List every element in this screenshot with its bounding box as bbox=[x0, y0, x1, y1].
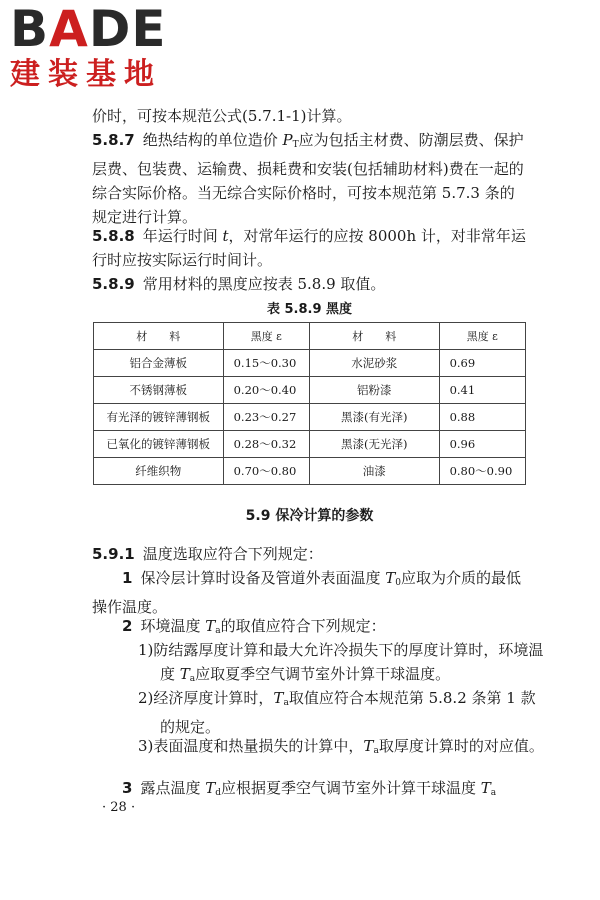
logo-letter-b: B bbox=[10, 0, 50, 58]
table-cell: 0.70～0.80 bbox=[223, 458, 309, 485]
header-emissivity: 黑度 ε bbox=[439, 323, 525, 350]
logo-letter-a: A bbox=[49, 0, 89, 58]
item-number: 1 bbox=[122, 569, 133, 587]
table-cell: 0.23～0.27 bbox=[223, 404, 309, 431]
list-item-3: 3 露点温度 $T_d$应根据夏季空气调节室外计算干球温度 $T_a$ bbox=[122, 779, 497, 798]
item-number: 3 bbox=[122, 779, 133, 797]
table-cell: 不锈钢薄板 bbox=[94, 377, 224, 404]
table-cell: 黑漆(无光泽) bbox=[309, 431, 439, 458]
table-cell: 0.20～0.40 bbox=[223, 377, 309, 404]
clause-5-8-7: 5.8.7 绝热结构的单位造价 $P_T$应为包括主材费、防潮层费、保护层费、包装费、运输费、损耗费和安装(包括辅助材料)费在一起的综合实际价格。当无综合实际价格时，可按本规范第 5.7.3 条的规定进行计算。 bbox=[92, 131, 524, 226]
list-item-1: 1 保冷层计算时设备及管道外表面温度 $T_0$应取为介质的最低操作温度。 bbox=[92, 569, 521, 616]
table-cell: 0.96 bbox=[439, 431, 525, 458]
header-material: 材 料 bbox=[94, 323, 224, 350]
clause-5-8-9: 5.8.9 常用材料的黑度应按表 5.8.9 取值。 bbox=[92, 275, 386, 293]
table-cell: 0.41 bbox=[439, 377, 525, 404]
table-cell: 油漆 bbox=[309, 458, 439, 485]
table-row bbox=[94, 404, 526, 431]
sub-item-3: 3)表面温度和热量损失的计算中，$T_a$取厚度计算时的对应值。 bbox=[138, 737, 544, 756]
clause-5-8-8: 5.8.8 年运行时间 t，对常年运行的应按 8000h 计，对非常年运行时应按实际运行时间计。 bbox=[92, 227, 526, 269]
table-cell: 0.88 bbox=[439, 404, 525, 431]
table-cell: 0.80～0.90 bbox=[439, 458, 525, 485]
logo-letters-de: DE bbox=[88, 0, 167, 58]
table-cell: 已氧化的镀锌薄钢板 bbox=[94, 431, 224, 458]
logo-wordmark bbox=[10, 0, 167, 58]
clause-5-9-1: 5.9.1 温度选取应符合下列规定： bbox=[92, 545, 323, 563]
table-row bbox=[94, 431, 526, 458]
list-item-2: 2 环境温度 $T_a$的取值应符合下列规定： bbox=[122, 617, 386, 636]
table-cell: 黑漆(有光泽) bbox=[309, 404, 439, 431]
table-cell: 有光泽的镀锌薄钢板 bbox=[94, 404, 224, 431]
sub-item-number: 3) bbox=[138, 737, 154, 755]
logo-subtitle: 建装基地 bbox=[10, 57, 162, 92]
table-cell: 0.28～0.32 bbox=[223, 431, 309, 458]
section-heading: 5.9 保冷计算的参数 bbox=[245, 508, 374, 524]
sub-item-1: 1)防结露厚度计算和最大允许冷损失下的厚度计算时，环境温度 $T_a$应取夏季空气调节室外计算干球温度。 bbox=[138, 641, 544, 684]
sub-item-number: 2) bbox=[138, 689, 154, 707]
table-cell: 水泥砂浆 bbox=[309, 350, 439, 377]
sub-item-number: 1) bbox=[138, 641, 154, 659]
table-cell: 0.15～0.30 bbox=[223, 350, 309, 377]
table-row bbox=[94, 458, 526, 485]
table-row bbox=[94, 350, 526, 377]
header-emissivity: 黑度 ε bbox=[223, 323, 309, 350]
sub-item-2: 2)经济厚度计算时，$T_a$取值应符合本规范第 5.8.2 条第 1 款的规定。 bbox=[138, 689, 536, 736]
table-cell: 铝粉漆 bbox=[309, 377, 439, 404]
header-material: 材 料 bbox=[309, 323, 439, 350]
table-cell: 铝合金薄板 bbox=[94, 350, 224, 377]
clause-number: 5.8.9 bbox=[92, 275, 135, 293]
site-logo bbox=[10, 0, 167, 92]
table-header-row bbox=[94, 323, 526, 350]
page-number: · 28 · bbox=[102, 800, 136, 815]
clause-number: 5.8.7 bbox=[92, 131, 135, 149]
table-row bbox=[94, 377, 526, 404]
paragraph-continuation: 价时，可按本规范公式(5.7.1-1)计算。 bbox=[92, 107, 352, 125]
clause-number: 5.8.8 bbox=[92, 227, 135, 245]
table-cell: 0.69 bbox=[439, 350, 525, 377]
table-cell: 纤维织物 bbox=[94, 458, 224, 485]
clause-number: 5.9.1 bbox=[92, 545, 135, 563]
emissivity-table bbox=[93, 322, 526, 485]
item-number: 2 bbox=[122, 617, 133, 635]
table-caption: 表 5.8.9 黑度 bbox=[266, 302, 353, 317]
